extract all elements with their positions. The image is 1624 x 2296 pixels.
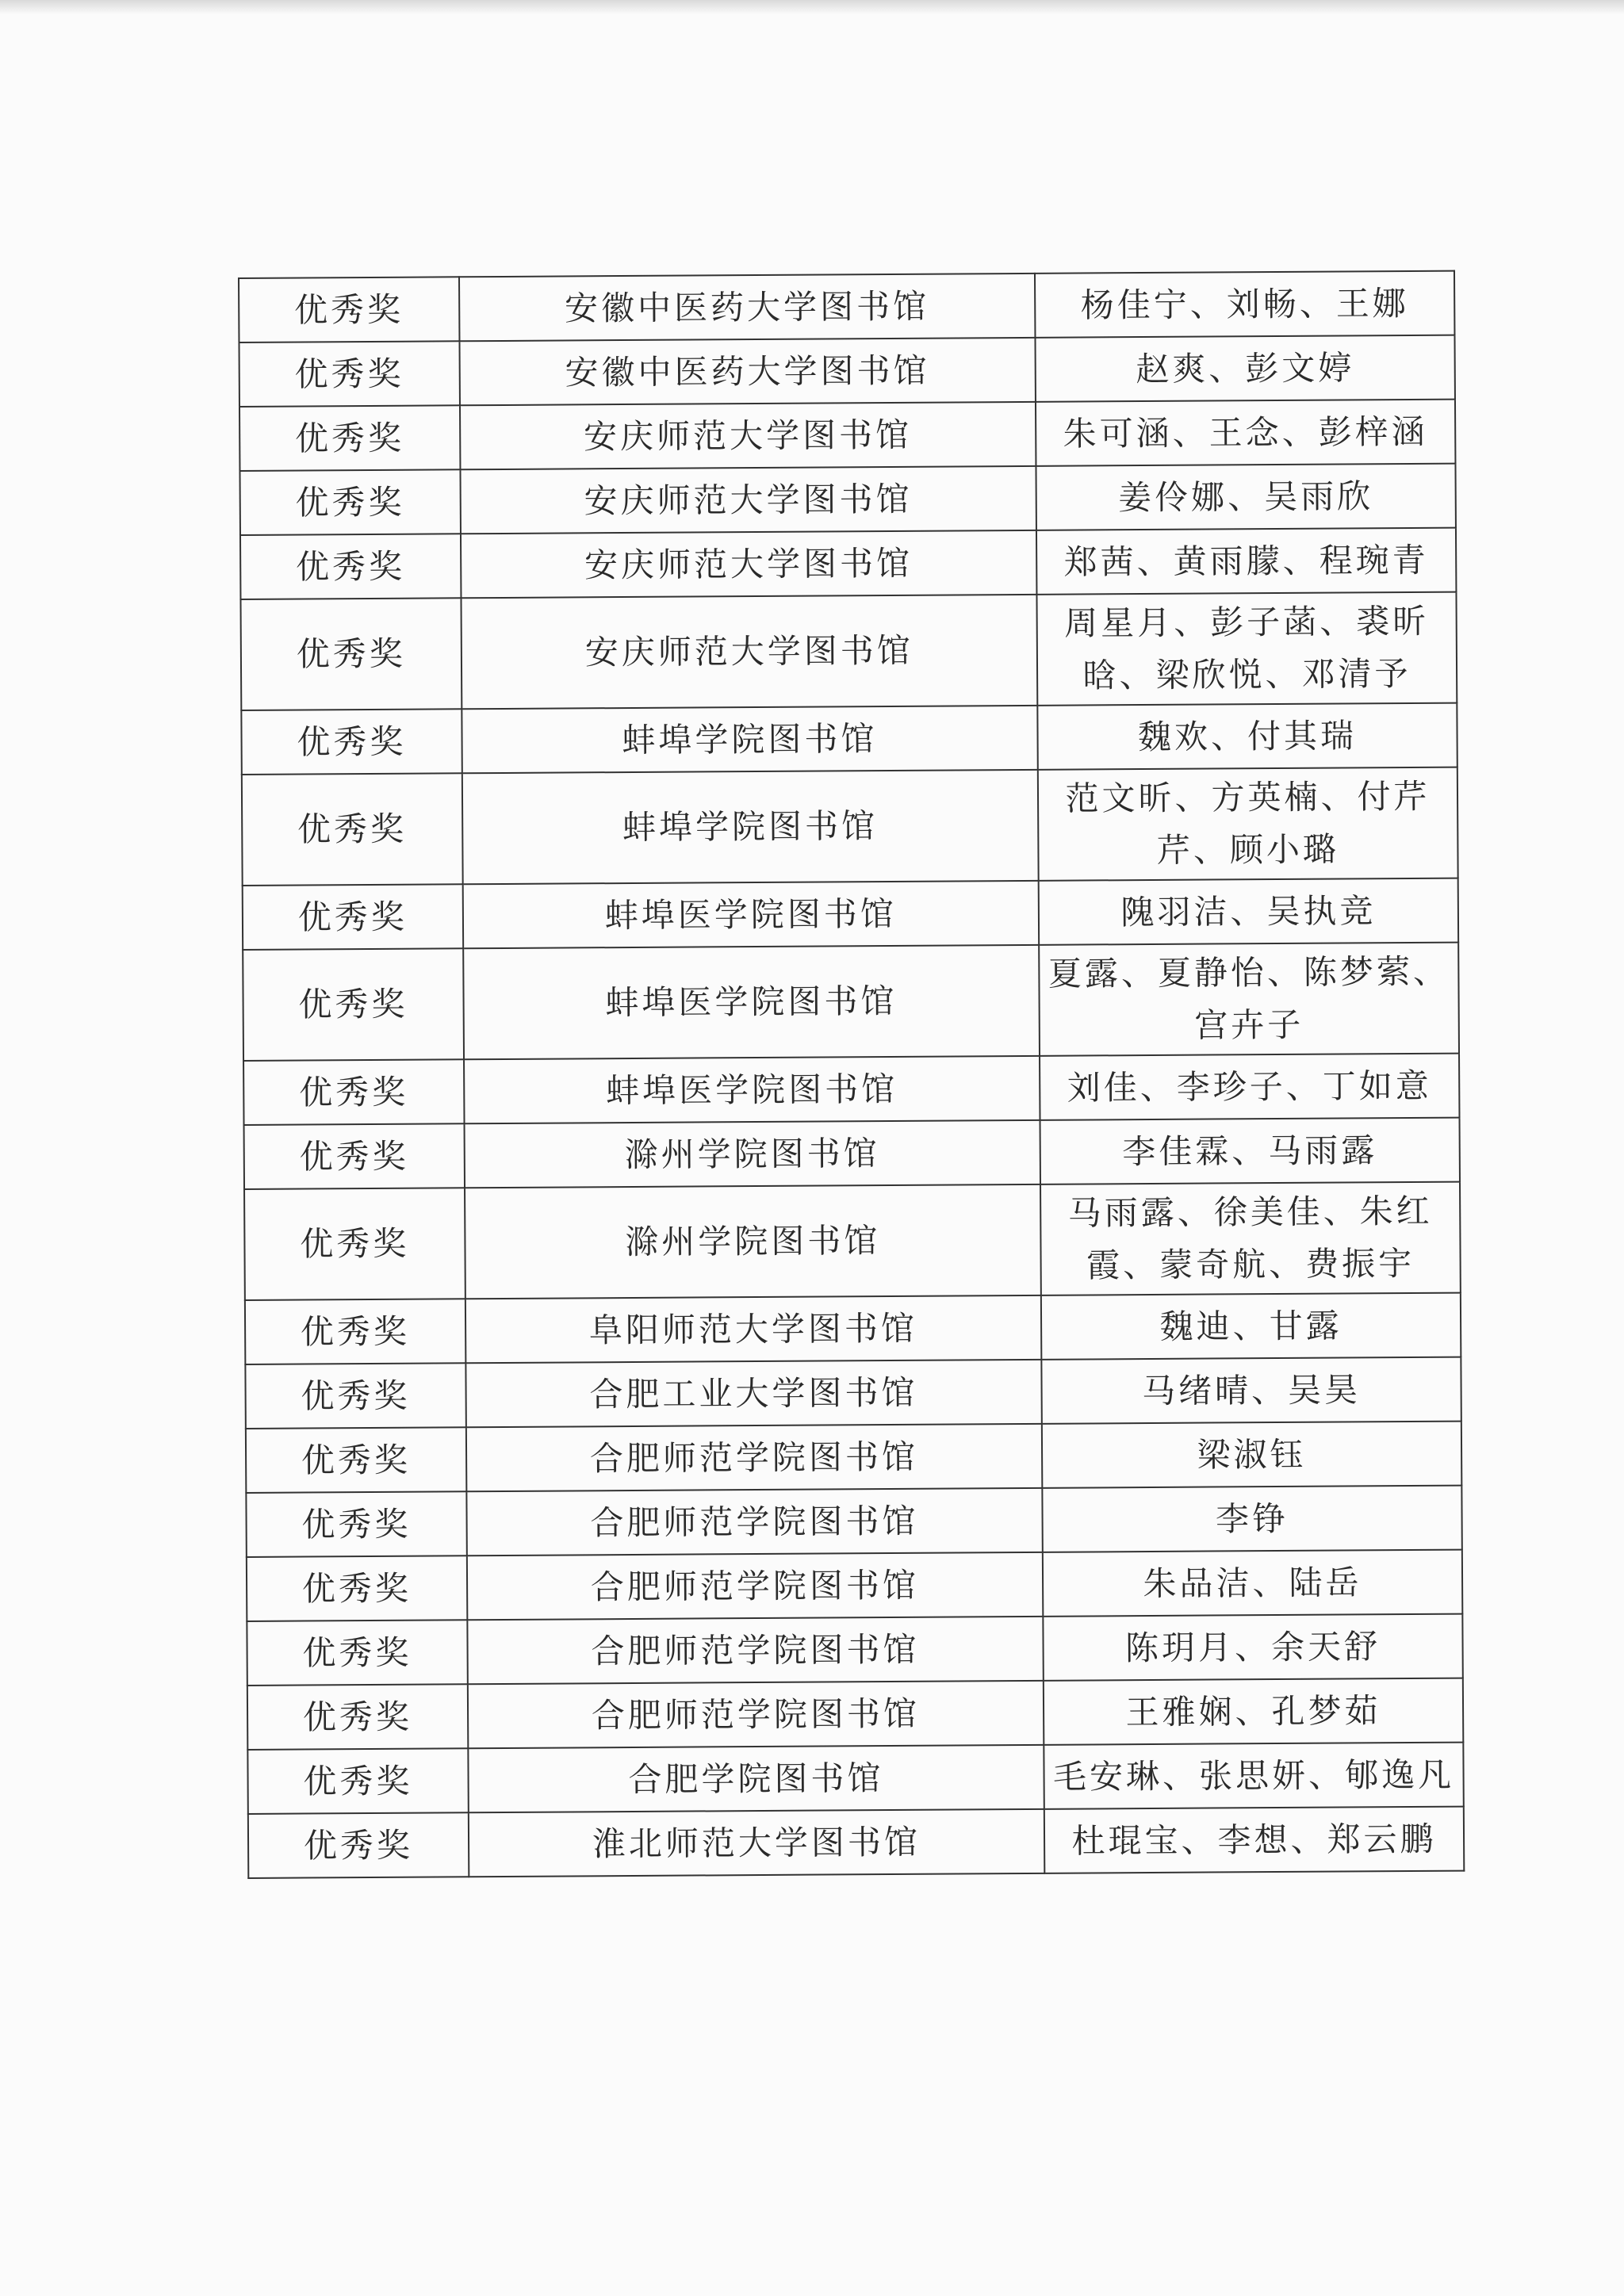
- award-cell: 优秀奖: [241, 709, 462, 775]
- table-row: [247, 1550, 1462, 1621]
- award-cell: 优秀奖: [246, 1491, 466, 1557]
- names-cell: 毛安琳、张思妍、郇逸凡: [1044, 1743, 1463, 1809]
- award-cell: 优秀奖: [245, 1299, 465, 1364]
- table-row: [239, 271, 1454, 342]
- names-cell: 马雨露、徐美佳、朱红霞、蒙奇航、费振宇: [1040, 1182, 1461, 1295]
- award-cell: 优秀奖: [239, 341, 460, 407]
- award-cell: 优秀奖: [246, 1427, 466, 1493]
- award-cell: 优秀奖: [240, 598, 462, 710]
- award-cell: 优秀奖: [242, 773, 463, 886]
- table-row: [240, 528, 1456, 599]
- names-cell: 梁淑钰: [1042, 1422, 1461, 1488]
- award-cell: 优秀奖: [240, 534, 461, 599]
- award-cell: 优秀奖: [244, 1188, 465, 1300]
- library-cell: 阜阳师范大学图书馆: [465, 1295, 1042, 1363]
- table-row: [246, 1486, 1461, 1557]
- names-cell: 范文昕、方英楠、付芹芹、顾小璐: [1038, 767, 1458, 881]
- library-cell: 蚌埠学院图书馆: [462, 770, 1038, 884]
- award-cell: 优秀奖: [247, 1748, 468, 1814]
- library-cell: 蚌埠医学院图书馆: [463, 945, 1040, 1059]
- award-table: [238, 270, 1465, 1879]
- table-row: [239, 335, 1455, 407]
- library-cell: 合肥工业大学图书馆: [465, 1360, 1042, 1427]
- award-cell: 优秀奖: [248, 1812, 469, 1878]
- library-cell: 合肥师范学院图书馆: [466, 1424, 1043, 1491]
- names-cell: 魏欢、付其瑞: [1037, 703, 1457, 770]
- names-cell: 朱可涵、王念、彭梓涵: [1036, 400, 1455, 466]
- names-cell: 夏露、夏静怡、陈梦萦、宫卉子: [1039, 943, 1459, 1056]
- table-row: [246, 1422, 1461, 1493]
- table-row: [247, 1743, 1463, 1814]
- names-cell: 杨佳宁、刘畅、王娜: [1035, 271, 1454, 338]
- library-cell: 安徽中医药大学图书馆: [459, 274, 1036, 341]
- names-cell: 隗羽洁、吴执竞: [1039, 878, 1458, 945]
- library-cell: 滁州学院图书馆: [464, 1120, 1040, 1188]
- library-cell: 合肥学院图书馆: [468, 1745, 1044, 1812]
- table-row: [244, 1182, 1461, 1300]
- table-row: [247, 1614, 1462, 1686]
- award-cell: 优秀奖: [247, 1620, 467, 1686]
- library-cell: 安庆师范大学图书馆: [461, 595, 1037, 709]
- names-cell: 赵爽、彭文婷: [1036, 335, 1455, 402]
- table-row: [243, 1054, 1459, 1125]
- names-cell: 李佳霖、马雨露: [1040, 1118, 1460, 1184]
- library-cell: 合肥师范学院图书馆: [466, 1488, 1043, 1556]
- award-cell: 优秀奖: [243, 948, 464, 1061]
- table-row: [243, 943, 1459, 1061]
- award-cell: 优秀奖: [244, 1123, 465, 1189]
- library-cell: 淮北师范大学图书馆: [469, 1809, 1045, 1877]
- award-cell: 优秀奖: [247, 1684, 468, 1750]
- library-cell: 蚌埠学院图书馆: [462, 706, 1038, 773]
- table-row: [245, 1293, 1461, 1364]
- library-cell: 合肥师范学院图书馆: [468, 1681, 1044, 1748]
- table-row: [248, 1807, 1464, 1878]
- award-cell: 优秀奖: [239, 405, 460, 471]
- names-cell: 李铮: [1042, 1486, 1461, 1552]
- library-cell: 蚌埠医学院图书馆: [464, 1056, 1040, 1123]
- names-cell: 魏迪、甘露: [1041, 1293, 1461, 1360]
- table-row: [241, 703, 1457, 775]
- names-cell: 朱品洁、陆岳: [1043, 1550, 1462, 1617]
- names-cell: 杜琨宝、李想、郑云鹏: [1044, 1807, 1464, 1873]
- scan-edge: [0, 0, 1624, 14]
- library-cell: 合肥师范学院图书馆: [467, 1617, 1044, 1684]
- library-cell: 合肥师范学院图书馆: [467, 1552, 1044, 1620]
- award-cell: 优秀奖: [247, 1556, 467, 1621]
- table-row: [244, 1118, 1460, 1189]
- table-row: [239, 400, 1455, 471]
- table-row: [243, 878, 1458, 950]
- names-cell: 刘佳、李珍子、丁如意: [1040, 1054, 1459, 1120]
- library-cell: 安庆师范大学图书馆: [460, 402, 1036, 469]
- award-cell: 优秀奖: [243, 1059, 464, 1125]
- table-row: [239, 464, 1455, 535]
- award-cell: 优秀奖: [245, 1363, 465, 1429]
- library-cell: 安庆师范大学图书馆: [460, 466, 1036, 534]
- table-row: [247, 1678, 1463, 1750]
- names-cell: 周星月、彭子菡、裘昕晗、梁欣悦、邓清予: [1036, 592, 1457, 706]
- table-row: [245, 1357, 1461, 1429]
- award-cell: 优秀奖: [243, 884, 463, 950]
- table-row: [240, 592, 1457, 710]
- names-cell: 王雅娴、孔梦茹: [1044, 1678, 1463, 1745]
- names-cell: 郑茜、黄雨朦、程琬青: [1036, 528, 1456, 595]
- table-row: [242, 767, 1458, 886]
- library-cell: 滁州学院图书馆: [465, 1184, 1041, 1299]
- library-cell: 蚌埠医学院图书馆: [462, 881, 1039, 948]
- names-cell: 陈玥月、余天舒: [1043, 1614, 1462, 1681]
- library-cell: 安徽中医药大学图书馆: [459, 338, 1036, 405]
- names-cell: 马绪晴、吴昊: [1041, 1357, 1461, 1424]
- library-cell: 安庆师范大学图书馆: [461, 530, 1037, 598]
- names-cell: 姜伶娜、吴雨欣: [1036, 464, 1456, 530]
- award-cell: 优秀奖: [239, 277, 459, 342]
- award-cell: 优秀奖: [239, 469, 460, 535]
